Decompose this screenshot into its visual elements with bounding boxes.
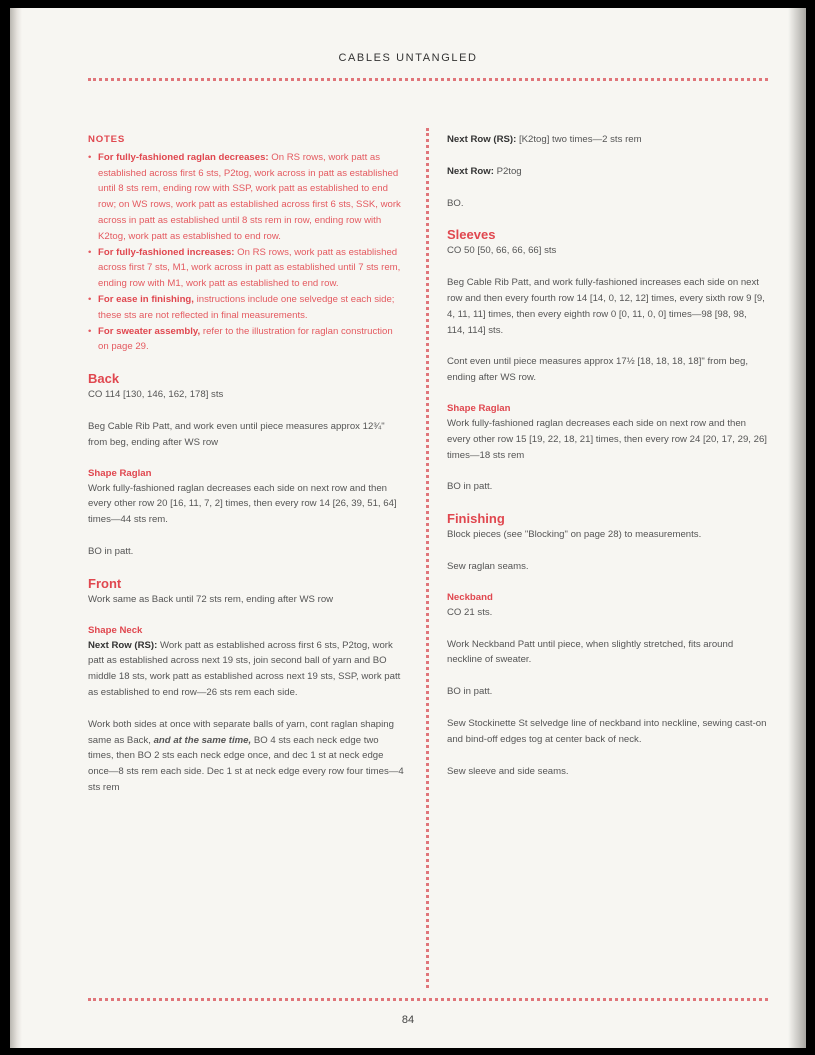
back-body: Beg Cable Rib Patt, and work even until piece measures approx 12¾" from beg, ending after WS row [88, 420, 385, 448]
bottom-dotted-rule [88, 998, 768, 1001]
row-label: Next Row (RS): [447, 134, 517, 145]
sleeves-raglan-text: Work fully-fashioned raglan decreases each side on next row and then every other row 15 [19, 22, 18, 21] times, then every row 24 [20, 17, 29, 26] times—18 sts rem [447, 417, 767, 461]
notes-heading: NOTES [88, 134, 126, 145]
sew-sleeves: Sew sleeve and side seams. [447, 765, 569, 777]
right-column [447, 132, 767, 795]
neckband-cast-on: CO 21 sts. [447, 606, 493, 618]
left-column [88, 132, 406, 812]
column-divider [426, 128, 429, 988]
note-item [88, 324, 406, 356]
sleeves-heading: Sleeves [447, 227, 496, 243]
sleeves-body: Beg Cable Rib Patt, and work fully-fashioned increases each side on next row and then every fourth row 14 [14, 0, 12, 12] times, every sixth row 9 [9, 4, 11, 11] times, then every eighth row 0 [0, 11, 0, 0] times—98 [98, 98, 114, 114] sts. [447, 277, 765, 336]
page-number: 84 [401, 1014, 415, 1026]
book-page [10, 8, 806, 1048]
sleeves-cast-on: CO 50 [50, 66, 66, 66] sts [447, 245, 557, 257]
front-both-sides [88, 717, 406, 796]
row-text: Work patt as established across first 6 sts, P2tog, work patt as established across next 19 sts, join second ball of yarn and BO middle 18 sts, work patt as established across next 19 sts, SSP, work patt as established to end row—26 sts rem each side. [88, 639, 401, 698]
neckband-work: Work Neckband Patt until piece, when slightly stretched, fits around neckline of sweater. [447, 638, 734, 666]
note-item [88, 245, 406, 292]
running-head: CABLES UNTANGLED [338, 52, 478, 64]
row-label: Next Row: [447, 165, 494, 177]
note-lead: For fully-fashioned raglan decreases: [98, 151, 269, 163]
both-sides-text-end: BO 4 sts each neck edge two times, then BO 2 sts each neck edge once, and dec 1 st at neck edge once—8 sts rem each side. Dec 1 st at neck edge every row four times—4 sts rem [88, 734, 404, 793]
row-text: P2tog [493, 165, 522, 177]
page-edge-shadow [788, 8, 806, 1048]
notes-list [88, 150, 406, 355]
next-row-rs [447, 132, 767, 148]
front-bind-off: BO. [447, 197, 464, 209]
sew-neckband: Sew Stockinette St selvedge line of neckband into neckline, sewing cast-on and bind-off edges tog at center back of neck. [447, 717, 767, 745]
page-binding-shadow [10, 8, 22, 1048]
top-dotted-rule [88, 78, 768, 81]
sleeves-raglan-heading: Shape Raglan [447, 402, 511, 414]
note-lead: For ease in finishing, [98, 293, 194, 305]
finishing-block: Block pieces (see "Blocking" on page 28) to measurements. [447, 529, 702, 541]
front-neck-heading: Shape Neck [88, 624, 143, 636]
note-text: On RS rows, work patt as established across first 6 sts, P2tog, work across in patt as established until 8 sts rem, ending row with SSP, work patt as established to end row; on WS rows, work patt as established across first 6 sts, SSK, work across in patt as established until 8 sts rem in row, ending row with K2tog, work patt as established to end row. [98, 151, 401, 242]
note-text: instructions include one selvedge st each side; these sts are not reflected in final measurements. [98, 293, 395, 321]
note-text: On RS rows, work patt as established across first 7 sts, M1, work across in patt as established until 7 sts rem, ending row with M1, work patt as established to end row. [98, 246, 401, 290]
next-row [447, 164, 767, 180]
note-item [88, 150, 406, 245]
sleeves-bind-off: BO in patt. [447, 481, 493, 493]
both-sides-text: Work both sides at once with separate balls of yarn, cont raglan shaping same as Back, [88, 718, 394, 746]
front-body: Work same as Back until 72 sts rem, ending after WS row [88, 593, 334, 605]
front-neck-row [88, 638, 406, 701]
back-cast-on: CO 114 [130, 146, 162, 178] sts [88, 389, 224, 401]
sleeves-cont: Cont even until piece measures approx 17½ [18, 18, 18, 18]" from beg, ending after WS row. [447, 356, 748, 384]
emphasis-text: and at the same time, [153, 734, 252, 746]
neckband-heading: Neckband [447, 591, 493, 603]
finishing-heading: Finishing [447, 511, 505, 527]
row-label: Next Row (RS): [88, 639, 158, 651]
note-lead: For sweater assembly, [98, 325, 201, 337]
back-bind-off: BO in patt. [88, 545, 134, 557]
back-heading: Back [88, 371, 120, 387]
front-heading: Front [88, 575, 122, 591]
neckband-bind-off: BO in patt. [447, 686, 493, 698]
row-text: [K2tog] two times—2 sts rem [516, 134, 642, 145]
note-text: refer to the illustration for raglan construction on page 29. [98, 325, 393, 353]
back-raglan-text: Work fully-fashioned raglan decreases each side on next row and then every other row 20 [16, 11, 7, 2] times, then every row 14 [26, 39, 51, 64] times—44 sts rem. [88, 482, 397, 526]
back-raglan-heading: Shape Raglan [88, 467, 152, 479]
note-item [88, 292, 406, 324]
note-lead: For fully-fashioned increases: [98, 246, 235, 258]
finishing-seams: Sew raglan seams. [447, 560, 529, 572]
